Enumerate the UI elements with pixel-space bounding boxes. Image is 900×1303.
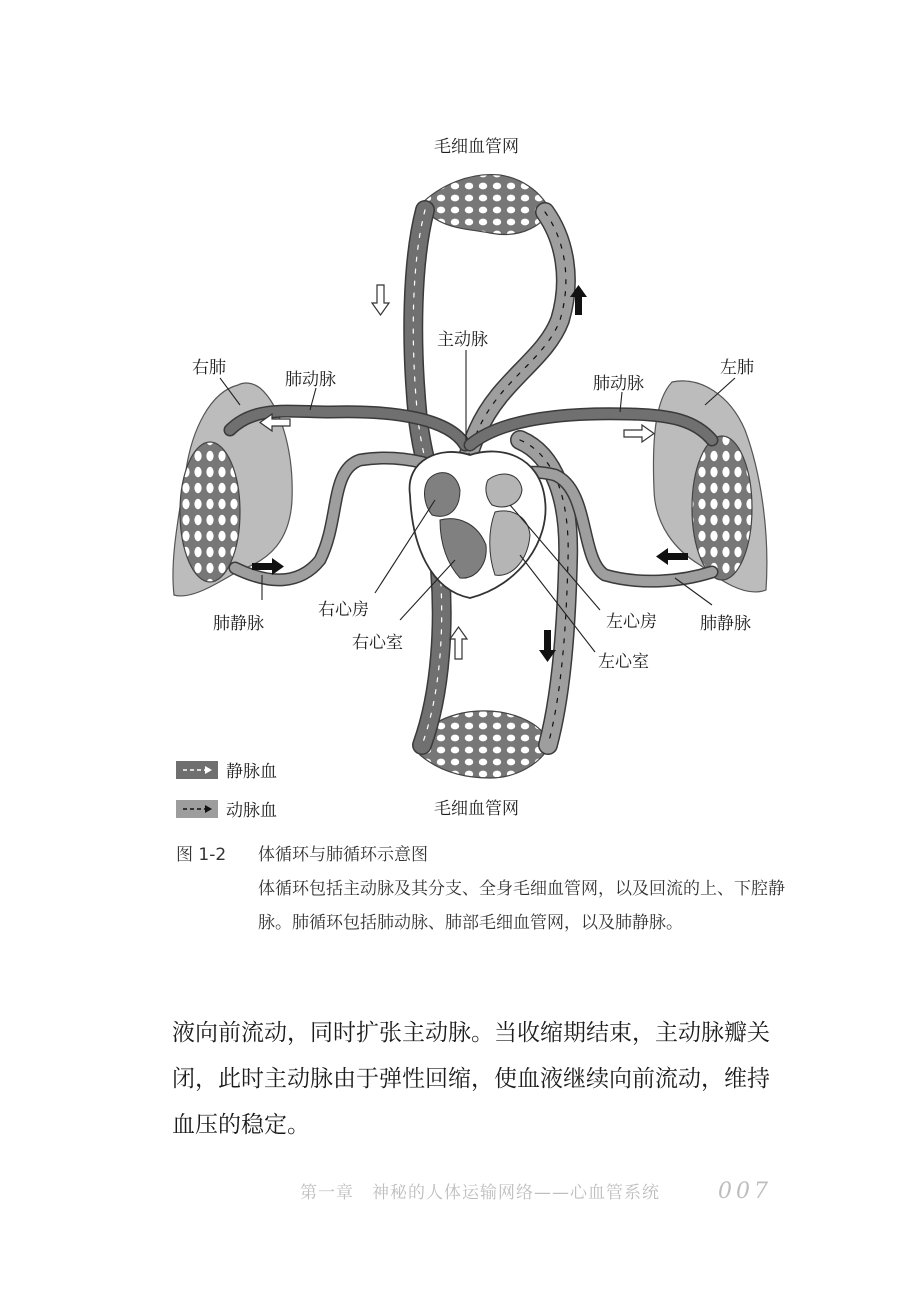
right-lung-capillaries — [180, 442, 240, 582]
label-pulmonary-artery-right: 肺动脉 — [593, 374, 644, 394]
left-lung-capillaries — [692, 436, 752, 580]
body-paragraph: 液向前流动，同时扩张主动脉。当收缩期结束，主动脉瓣关闭，此时主动脉由于弹性回缩，使血液继续向前流动，维持血压的稳定。 — [172, 1020, 770, 1138]
legend-venous — [176, 757, 277, 782]
label-right-ventricle: 右心室 — [352, 633, 403, 653]
label-pulmonary-vein-left: 肺静脉 — [213, 614, 264, 634]
label-pulmonary-artery-left: 肺动脉 — [285, 370, 336, 390]
footer-chapter-title: 第一章 神秘的人体运输网络——心血管系统 — [300, 1183, 660, 1203]
label-right-lung: 右肺 — [192, 358, 226, 378]
legend-arterial-swatch — [176, 800, 218, 818]
arrow-right-hollow-icon — [624, 425, 654, 442]
arrow-down-hollow-icon — [372, 285, 389, 315]
label-left-ventricle: 左心室 — [598, 652, 649, 672]
label-pulmonary-vein-right: 肺静脉 — [700, 614, 751, 634]
label-left-lung: 左肺 — [720, 358, 754, 378]
arrow-up-hollow-icon — [450, 627, 467, 659]
legend-venous-label: 静脉血 — [226, 762, 277, 782]
label-capillary-bottom: 毛细血管网 — [434, 799, 519, 819]
dashed-arrow-icon — [181, 765, 213, 775]
dashed-arrow-icon — [181, 804, 213, 814]
figure-caption — [176, 838, 786, 940]
top-capillary-network — [420, 175, 550, 235]
legend-venous-swatch — [176, 761, 218, 779]
legend-arterial-label: 动脉血 — [226, 801, 277, 821]
figure-number: 图 1-2 — [176, 845, 227, 865]
label-capillary-top: 毛细血管网 — [434, 137, 519, 157]
figure-description: 体循环包括主动脉及其分支、全身毛细血管网，以及回流的上、下腔静脉。肺循环包括肺动脉、肺部毛细血管网，以及肺静脉。 — [258, 879, 785, 933]
right-atrium-chamber — [425, 473, 460, 517]
label-right-atrium: 右心房 — [318, 600, 369, 620]
label-aorta: 主动脉 — [437, 330, 488, 350]
page-number: 007 — [718, 1179, 772, 1204]
page-footer — [300, 1178, 772, 1204]
figure-title: 体循环与肺循环示意图 — [258, 845, 428, 865]
legend-arterial — [176, 796, 277, 821]
left-atrium-chamber — [486, 474, 522, 507]
label-left-atrium: 左心房 — [606, 612, 657, 632]
